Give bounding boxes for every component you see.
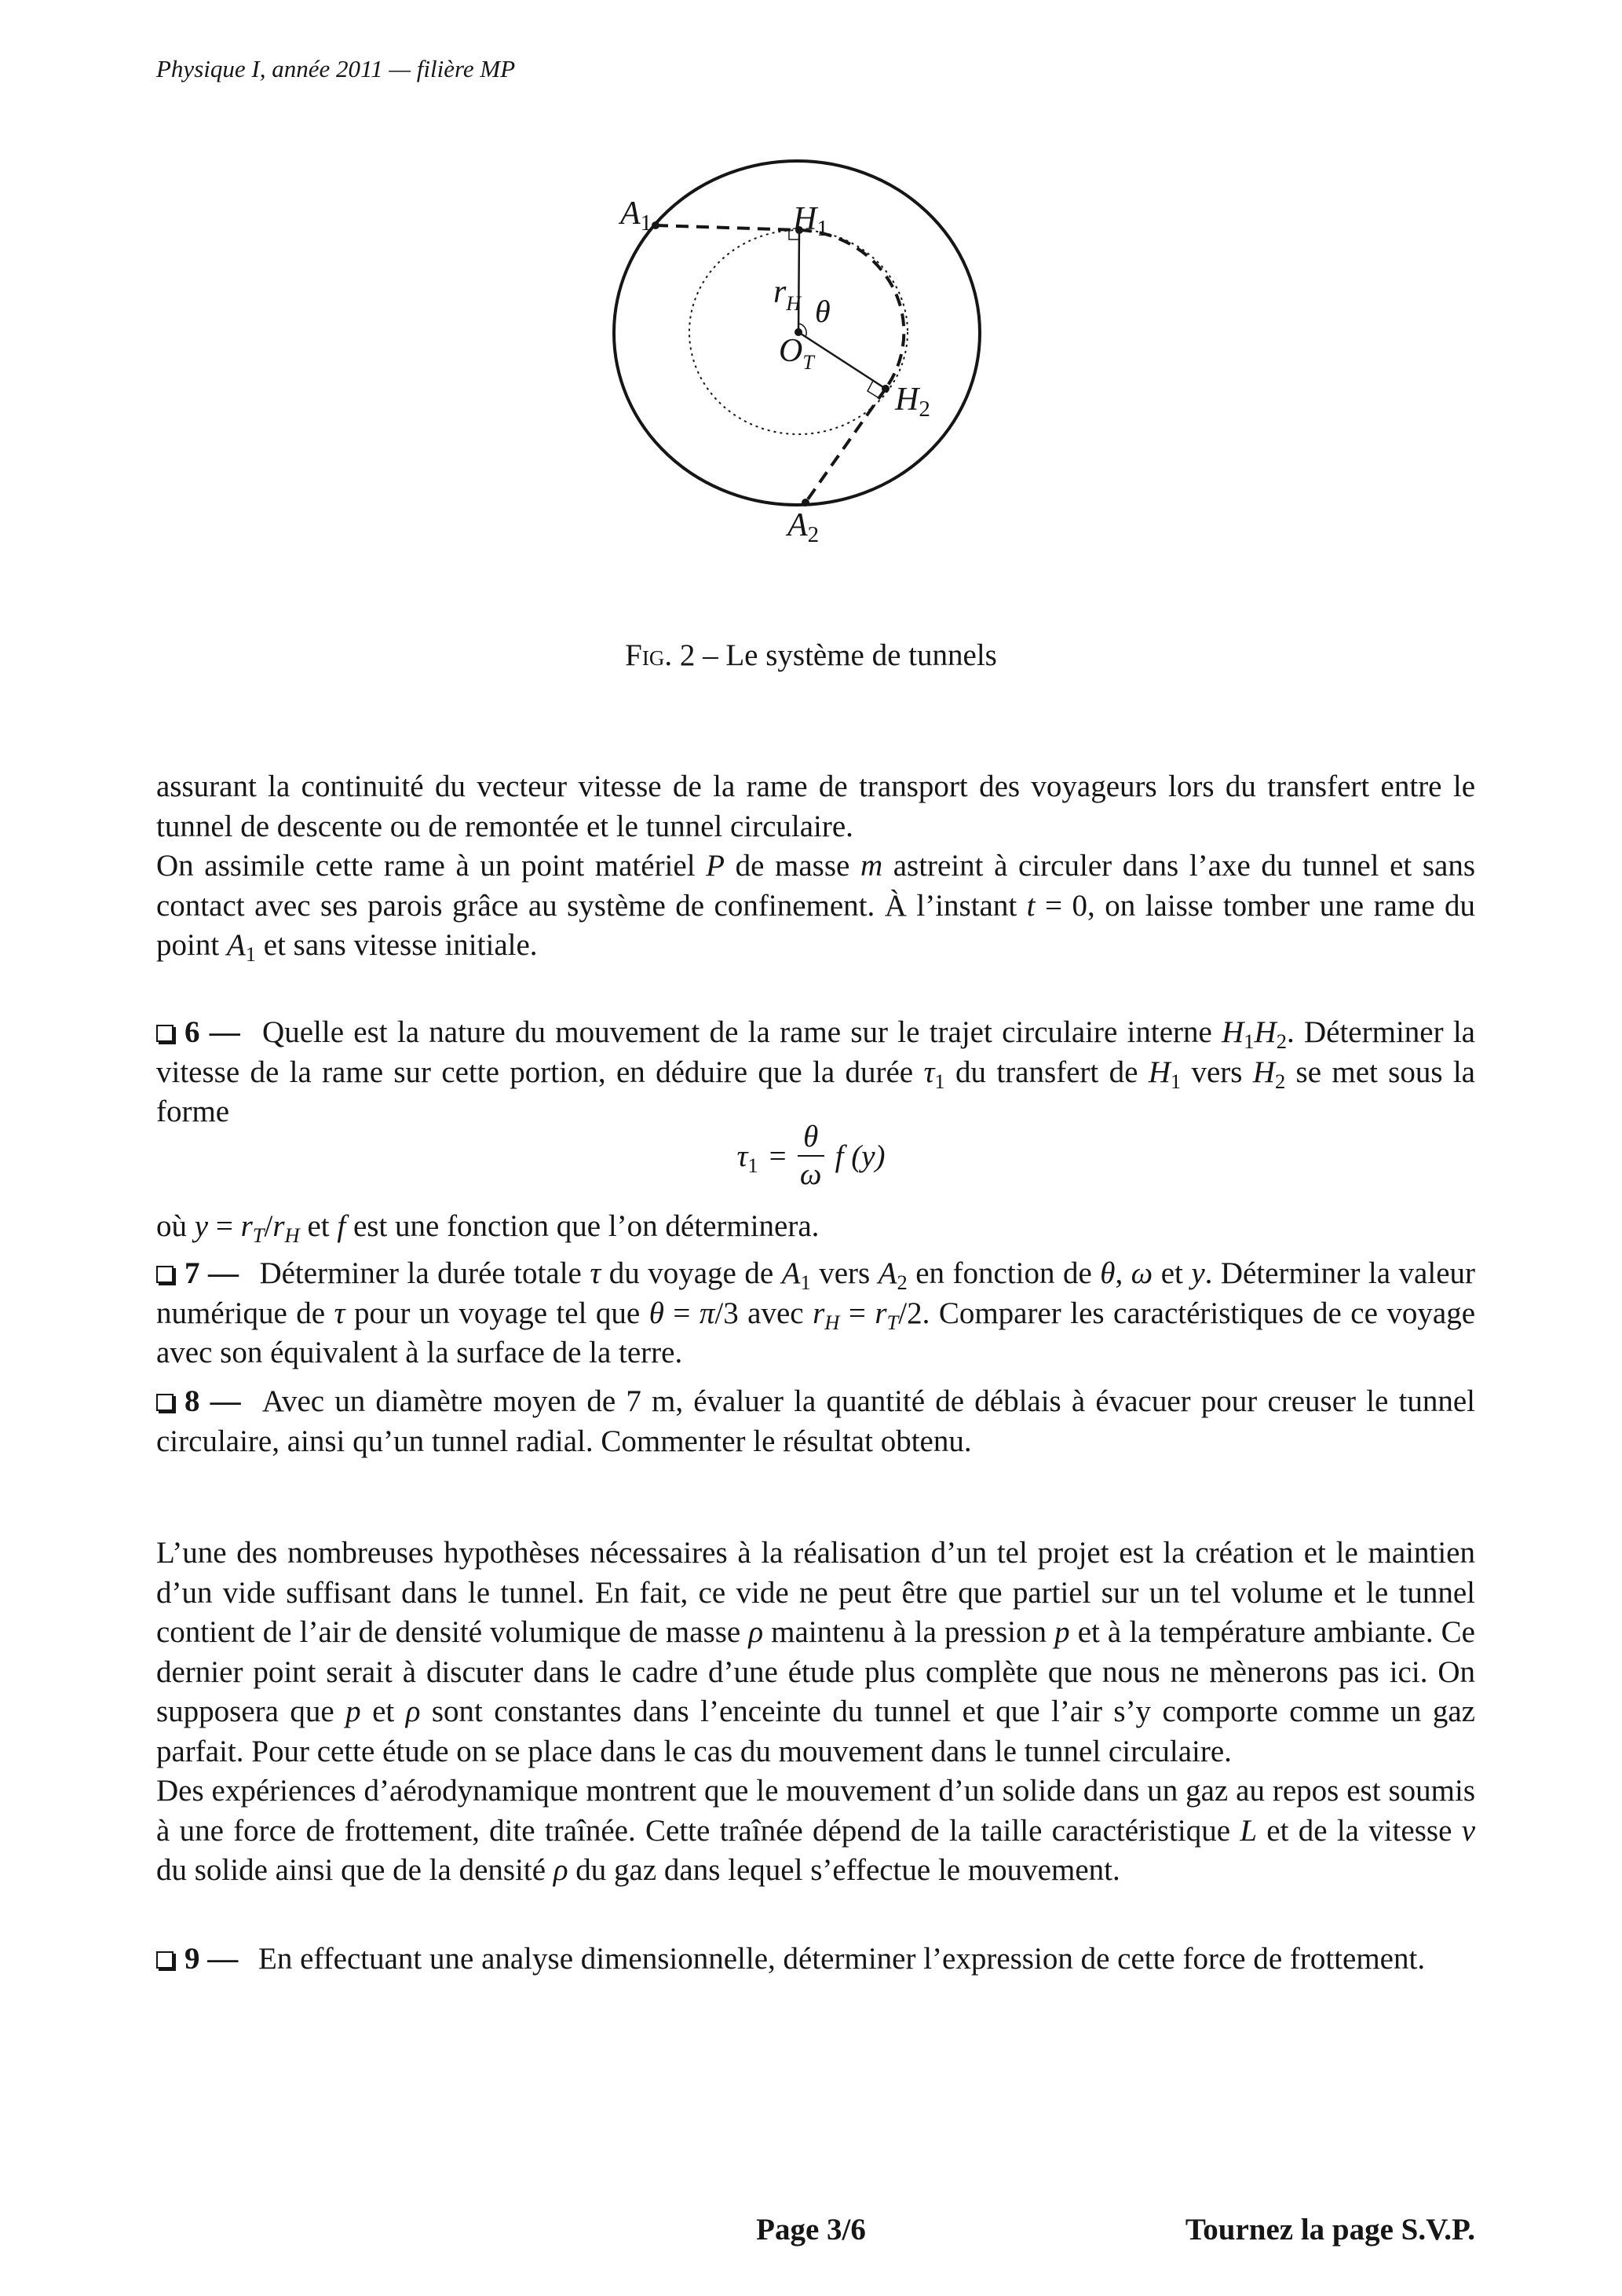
equation-equals: = — [769, 1139, 787, 1173]
math-symbol: 1 — [245, 941, 257, 966]
math-symbol: H — [1254, 1015, 1277, 1049]
math-symbol: r — [813, 1296, 825, 1330]
math-symbol: r — [240, 1209, 253, 1243]
question-text: Déterminer la durée totale τ du voyage de $A_1$ vers $A_2$ en fonction de θ, ω et y. Déterminer la valeur numérique de τ pour un voyage tel que θ = π/3 avec $r_H = r_T/2$. Comparer les caractéristiques de ce voyage avec son équivalent à la surface de la terre. — [156, 1256, 1476, 1369]
math-symbol: 2 — [1274, 1069, 1286, 1093]
descent-tunnel — [656, 225, 799, 230]
checkbox-icon — [156, 1266, 174, 1283]
point-A2 — [802, 499, 809, 506]
question-number: 8 — — [184, 1384, 241, 1418]
math-symbol: H — [284, 1223, 300, 1247]
question-number: 6 — — [184, 1015, 240, 1049]
label-H1: H1 — [793, 201, 828, 241]
math-symbol: τ — [923, 1055, 935, 1089]
equation-rhs: f (y) — [835, 1139, 886, 1173]
math-symbol: ρ — [748, 1615, 764, 1649]
intro-line-1: assurant la continuité du vecteur vitesse de la rame de transport des voyageurs lors du transfert entre le tunnel de descente ou de remontée et le tunnel circulaire. — [156, 770, 1475, 843]
math-symbol: ω — [1131, 1256, 1153, 1290]
intro-line-2: On assimile cette rame à un point matériel P de masse m astreint à circuler dans l’axe du tunnel et sans contact avec ses parois grâce au système de confinement. À l’instant t = 0, on laisse tomber une rame du point $A_1$ et sans vitesse initiale. — [156, 849, 1475, 966]
math-symbol: 2 — [1276, 1029, 1287, 1053]
question-7 — [156, 1254, 1475, 1373]
label-H2: H2 — [895, 382, 930, 422]
math-symbol: p — [1054, 1615, 1070, 1649]
math-symbol: p — [345, 1695, 361, 1728]
figure-caption — [0, 638, 1622, 673]
tunnel-system-figure — [0, 0, 1622, 628]
math-symbol: f — [337, 1209, 346, 1243]
label-rH: $r_H$ — [773, 274, 802, 315]
math-symbol: m — [860, 849, 883, 883]
label-A1: A1 — [620, 196, 652, 236]
paragraph-drag: Des expériences d’aérodynamique montrent que le mouvement d’un solide dans un gaz au repos est soumis à une force de frottement, dite traînée. Cette traînée dépend de la taille caractéristique L et de la vitesse v du solide ainsi que de la densité ρ du gaz dans lequel s’effectue le mouvement. — [156, 1774, 1475, 1887]
equation-lhs: $\tau_1$ — [736, 1139, 758, 1177]
point-A1 — [652, 221, 659, 229]
math-symbol: 1 — [1170, 1069, 1182, 1093]
fraction: $\frac{\theta}{\omega}$ — [798, 1119, 824, 1193]
math-symbol: T — [252, 1223, 265, 1247]
math-symbol: 1 — [934, 1069, 945, 1093]
math-symbol: A — [226, 928, 246, 962]
question-number: 7 — — [184, 1256, 239, 1290]
math-symbol: r — [272, 1209, 285, 1243]
math-symbol: H — [824, 1310, 840, 1334]
label-A2: A2 — [787, 507, 820, 547]
math-symbol: y — [194, 1209, 209, 1243]
math-symbol: H — [1222, 1015, 1244, 1049]
caption-text: . 2 – Le système de tunnels — [664, 638, 997, 672]
paragraph-vacuum: L’une des nombreuses hypothèses nécessaires à la réalisation d’un tel projet est la création et le maintien d’un vide suffisant dans le tunnel. En fait, ce vide ne peut être que partiel sur un tel volume et le tunnel contient de l’air de densité volumique de masse ρ maintenu à la pression p et à la température ambiante. Ce dernier point serait à discuter dans le cadre d’une étude plus complète que nous ne mènerons pas ici. On supposera que p et ρ sont constantes dans l’enceinte du tunnel et que l’air s’y comporte comme un gaz parfait. Pour cette étude on se place dans le cas du mouvement dans le tunnel circulaire. — [156, 1536, 1475, 1768]
math-symbol: r — [875, 1296, 887, 1330]
label-OT: $O_T$ — [779, 333, 814, 374]
math-symbol: t — [1026, 888, 1036, 923]
math-symbol: 1 — [800, 1270, 811, 1294]
math-symbol: ρ — [553, 1853, 568, 1887]
air-drag-paragraph — [156, 1534, 1475, 1891]
math-symbol: y — [1191, 1256, 1205, 1290]
math-symbol: τ — [590, 1256, 601, 1290]
turn-page-note: Tournez la page S.V.P. — [1185, 2213, 1475, 2247]
math-symbol: 2 — [897, 1270, 908, 1294]
math-symbol: θ — [648, 1296, 664, 1330]
checkbox-icon — [156, 1394, 174, 1411]
ascent-tunnel — [806, 389, 886, 503]
math-symbol: ρ — [405, 1695, 421, 1728]
math-symbol: τ — [334, 1296, 345, 1330]
checkbox-icon — [156, 1025, 174, 1042]
math-symbol: L — [1240, 1813, 1258, 1848]
math-symbol: H — [1252, 1055, 1275, 1089]
question-number: 9 — — [184, 1942, 239, 1976]
page-number: Page 3/6 — [756, 2213, 866, 2247]
question-text: En effectuant une analyse dimensionnelle, déterminer l’expression de cette force de frottement. — [250, 1942, 1426, 1976]
math-symbol: H — [1148, 1055, 1171, 1089]
page-header: Physique I, année 2011 — filière MP — [156, 55, 516, 82]
math-symbol: A — [878, 1256, 897, 1290]
radius-rH — [798, 230, 799, 332]
question-text: Quelle est la nature du mouvement de la rame sur le trajet circulaire interne $H_1H_2$. Déterminer la vitesse de la rame sur cette portion, en déduire que la durée $\tau_1$ du transfert de $H_1$ vers $H_2$ se met sous la forme — [156, 1015, 1475, 1128]
math-symbol: P — [706, 849, 725, 883]
math-symbol: T — [886, 1310, 899, 1334]
label-theta: θ — [815, 294, 831, 329]
equation-tau1 — [0, 1119, 1622, 1193]
intro-paragraph — [156, 767, 1475, 966]
checkbox-icon — [156, 1951, 174, 1969]
math-symbol: π — [699, 1296, 715, 1330]
question-6-after: où $y = r_T/r_H$ et f est une fonction que l’on déterminera. — [156, 1209, 820, 1247]
math-symbol: θ — [1100, 1256, 1116, 1290]
math-symbol: v — [1461, 1813, 1475, 1848]
question-6 — [156, 1013, 1475, 1132]
caption-prefix: Fig — [625, 638, 665, 672]
question-text: Avec un diamètre moyen de 7 m, évaluer la quantité de déblais à évacuer pour creuser le tunnel circulaire, ainsi qu’un tunnel radial. Commenter le résultat obtenu. — [156, 1384, 1475, 1458]
math-symbol: A — [781, 1256, 801, 1290]
question-9 — [156, 1940, 1475, 1980]
point-H2 — [882, 385, 890, 393]
math-symbol: 1 — [1244, 1029, 1255, 1053]
question-8 — [156, 1382, 1475, 1461]
